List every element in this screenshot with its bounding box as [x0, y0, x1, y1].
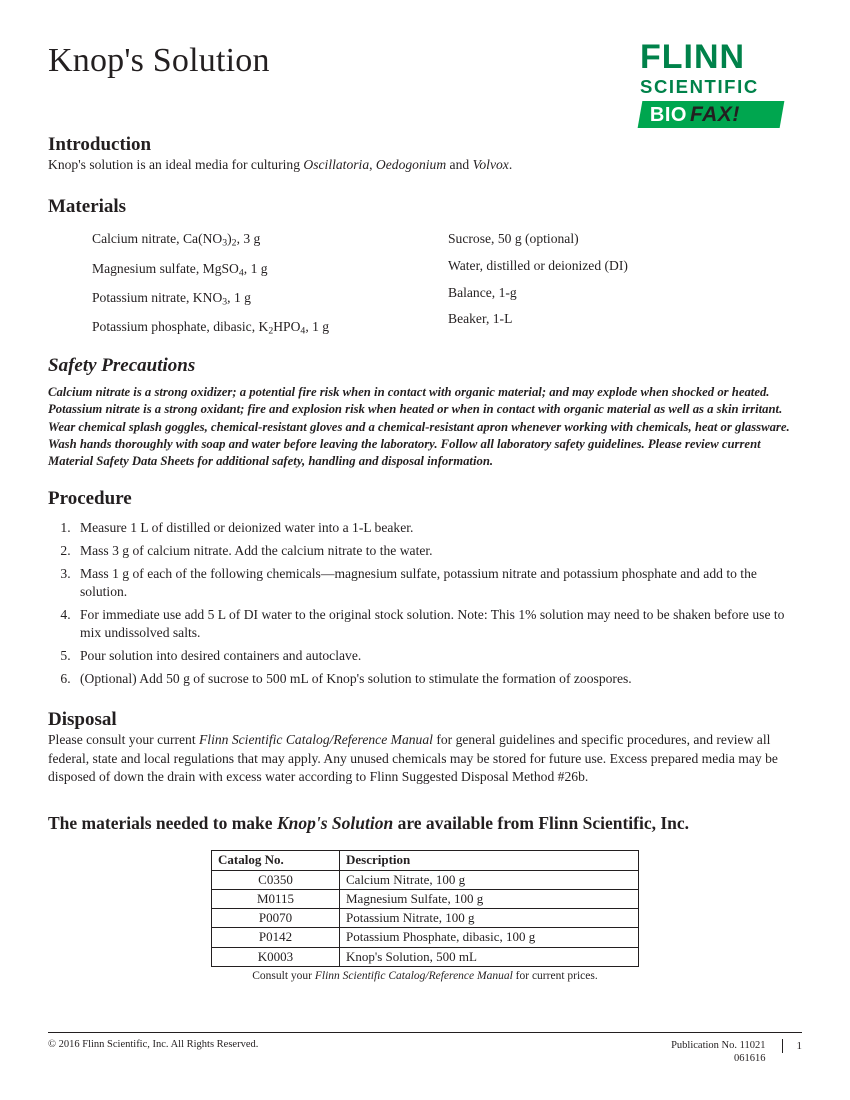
catalog-table [211, 850, 639, 967]
procedure-step: 2. Mass 3 g of calcium nitrate. Add the calcium nitrate to the water. [74, 542, 802, 560]
table-cell-description: Calcium Nitrate, 100 g [340, 870, 639, 889]
footer-copyright: © 2016 Flinn Scientific, Inc. All Rights Reserved. [48, 1038, 259, 1050]
table-row [212, 909, 639, 928]
footer-divider [48, 1032, 802, 1033]
logo-biofax-bar [638, 101, 785, 128]
footer-publication-block [671, 1039, 765, 1066]
catalog-table-note [211, 970, 639, 982]
logo-sub-text: SCIENTIFIC [640, 76, 759, 97]
flinn-scientific-logo [640, 40, 802, 128]
table-row [212, 928, 639, 947]
procedure-step: 3. Mass 1 g of each of the following chemicals—magnesium sulfate, potassium nitrate and potassium phosphate and add to the solution. [74, 565, 802, 601]
footer-date-code: 061616 [734, 1053, 766, 1065]
table-cell-catalog: P0070 [212, 909, 340, 928]
material-item: Sucrose, 50 g (optional) [448, 231, 579, 247]
table-note-1: Consult your [252, 969, 315, 982]
material-item: Calcium nitrate, $Ca(NO_3)_2$, 3 g [92, 231, 261, 249]
intro-italic-2: Oedogonium [375, 157, 447, 173]
logo-fax-text: FAX! [690, 102, 740, 126]
procedure-section [48, 488, 802, 688]
disposal-section [48, 709, 802, 785]
safety-text: Calcium nitrate is a strong oxidizer; a potential fire risk when in contact with organic material; and may explode when shocked or heated. Potassium nitrate is a strong oxidant; fire and explosion risk when heated or when in contact with organic material as well as a skin irritant. Wear chemical splash goggles, chemical-resistant gloves and a chemical-resistant apron whenever working with chemicals, heat or glassware. Wash hands thoroughly with soap and water before leaving the laboratory. Follow all laboratory safety guidelines. Please review current Material Safety Data Sheets for additional safety, handling and disposal information. [48, 385, 790, 468]
procedure-step: 6. (Optional) Add 50 g of sucrose to 500 mL of Knop's solution to stimulate the formation of zoospores. [74, 670, 802, 688]
table-row [212, 870, 639, 889]
page-title: Knop's Solution [48, 42, 270, 79]
table-header-row [212, 851, 639, 870]
disposal-text [48, 731, 802, 785]
table-header-catalog: Catalog No. [212, 851, 340, 870]
introduction-text [48, 156, 802, 174]
table-note-2: for current prices. [512, 969, 598, 982]
disposal-text-1: Please consult your current [48, 732, 199, 748]
procedure-heading: Procedure [48, 487, 132, 509]
intro-sep-1: , [369, 157, 376, 173]
availability-text-1: The materials needed to make [48, 812, 277, 833]
materials-lists [48, 228, 802, 345]
material-item: Potassium nitrate, $KNO_3$, 1 g [92, 289, 251, 308]
availability-text-2: are available from Flinn Scientific, Inc. [393, 812, 690, 833]
safety-heading: Safety Precautions [48, 355, 196, 377]
table-cell-description: Magnesium Sulfate, 100 g [340, 889, 639, 908]
intro-italic-1: Oscillatoria [303, 157, 370, 173]
table-cell-description: Potassium Phosphate, dibasic, 100 g [340, 928, 639, 947]
footer-page-number: 1 [782, 1039, 803, 1053]
disposal-italic: Flinn Scientific Catalog/Reference Manual [199, 732, 433, 748]
procedure-step: 5. Pour solution into desired containers and autoclave. [74, 647, 802, 665]
procedure-step: 1. Measure 1 L of distilled or deionized water into a 1-L beaker. [74, 519, 802, 537]
material-item: Beaker, 1-L [448, 311, 513, 327]
table-cell-catalog: P0142 [212, 928, 340, 947]
catalog-table-wrapper [211, 850, 639, 982]
document-header [48, 34, 802, 128]
intro-sep-2: and [446, 157, 473, 173]
introduction-section [48, 134, 802, 174]
disposal-heading: Disposal [48, 709, 117, 731]
table-cell-catalog: M0115 [212, 889, 340, 908]
disposal-text-2: for general guidelines and specific procedures, and review all federal, state and local regulations that may apply. Any unused chemicals may be stored for future use. Excess prepared media may be disposed of down the drain with excess water according to Flinn Suggested Disposal Method #26b. [48, 732, 778, 784]
table-cell-catalog: C0350 [212, 870, 340, 889]
procedure-steps [48, 519, 802, 688]
availability-text [48, 812, 802, 835]
material-item: Balance, 1-g [448, 284, 517, 300]
table-note-italic: Flinn Scientific Catalog/Reference Manual [314, 969, 513, 982]
intro-text-before: Knop's solution is an ideal media for culturing [48, 157, 304, 173]
availability-section [48, 812, 802, 835]
table-header-description: Description [340, 851, 639, 870]
material-item: Potassium phosphate, dibasic, $K_2HPO_4$, 1 g [92, 319, 330, 337]
intro-italic-3: Volvox [472, 157, 509, 173]
footer-publication-number: Publication No. 11021 [671, 1039, 766, 1051]
page-footer [48, 1032, 802, 1066]
procedure-step: 4. For immediate use add 5 L of DI water to the original stock solution. Note: This 1% solution may need to be shaken before use to mix undissolved salts. [74, 606, 802, 642]
table-row [212, 947, 639, 966]
footer-right-group [671, 1039, 802, 1066]
table-cell-catalog: K0003 [212, 947, 340, 966]
table-cell-description: Potassium Nitrate, 100 g [340, 909, 639, 928]
footer-row [48, 1039, 802, 1066]
material-item: Water, distilled or deionized (DI) [448, 257, 628, 273]
materials-section [48, 196, 802, 345]
logo-brand-text: FLINN [640, 38, 746, 76]
availability-italic: Knop's Solution [276, 812, 394, 833]
table-row [212, 889, 639, 908]
intro-text-after: . [508, 157, 513, 173]
materials-column-left [48, 228, 448, 345]
materials-column-right [448, 228, 778, 345]
materials-heading: Materials [48, 196, 127, 218]
logo-bio-text: BIO [650, 103, 688, 126]
safety-precautions-section [48, 355, 802, 470]
material-item: Magnesium sulfate, MgSO$_4$, 1 g [92, 260, 268, 279]
introduction-heading: Introduction [48, 134, 152, 156]
page-content [48, 34, 802, 982]
table-cell-description: Knop's Solution, 500 mL [340, 947, 639, 966]
